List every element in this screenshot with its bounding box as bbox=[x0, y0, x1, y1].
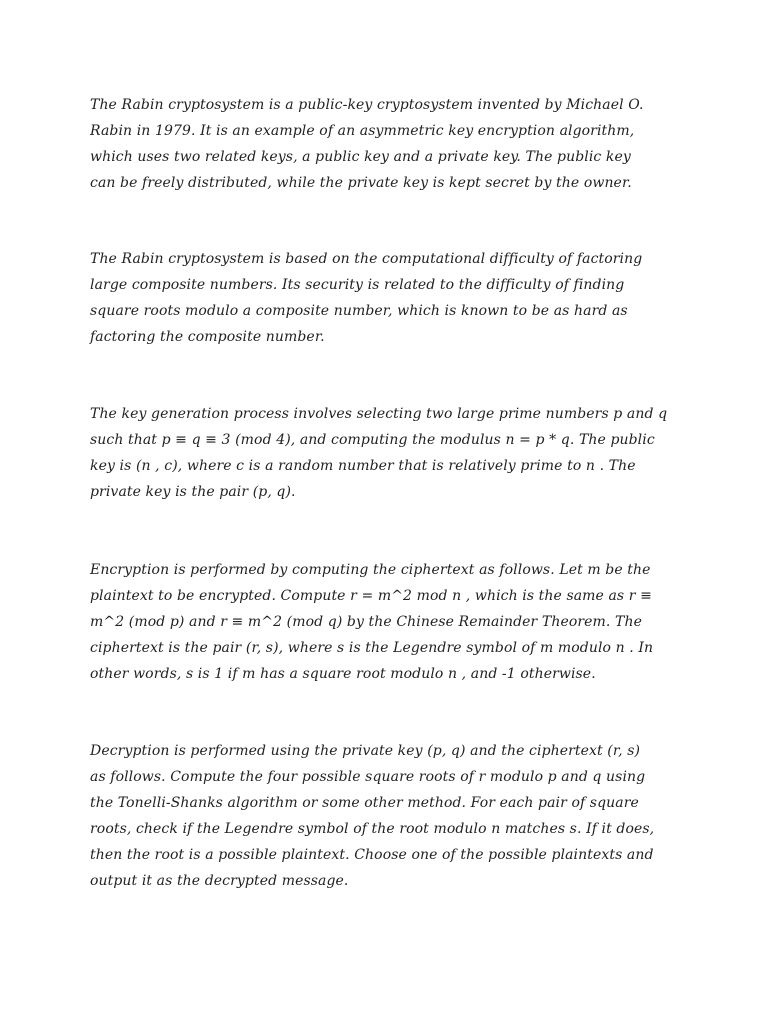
text-line: The Rabin cryptosystem is based on the computational difficulty of factoring bbox=[90, 251, 643, 267]
text-line: roots, check if the Legendre symbol of the root modulo n matches s. If it does, bbox=[90, 821, 655, 837]
text-line: factoring the composite number. bbox=[90, 329, 325, 345]
text-line: m^2 (mod p) and r ≡ m^2 (mod q) by the Chinese Remainder Theorem. The bbox=[90, 614, 642, 630]
text-line: plaintext to be encrypted. Compute r = m^2 mod n , which is the same as r ≡ bbox=[90, 588, 652, 604]
text-line: large composite numbers. Its security is related to the difficulty of finding bbox=[90, 277, 625, 293]
paragraph-introduction bbox=[90, 92, 690, 196]
text-line: Encryption is performed by computing the ciphertext as follows. Let m be the bbox=[90, 562, 651, 578]
text-line: square roots modulo a composite number, which is known to be as hard as bbox=[90, 303, 628, 319]
text-line: such that p ≡ q ≡ 3 (mod 4), and computing the modulus n = p * q. The public bbox=[90, 432, 655, 448]
text-line: key is (n , c), where c is a random number that is relatively prime to n . The bbox=[90, 458, 636, 474]
text-line: then the root is a possible plaintext. Choose one of the possible plaintexts and bbox=[90, 847, 654, 863]
paragraph-encryption bbox=[90, 557, 690, 687]
paragraph-security bbox=[90, 246, 690, 350]
text-line: as follows. Compute the four possible square roots of r modulo p and q using bbox=[90, 769, 646, 785]
text-line: output it as the decrypted message. bbox=[90, 873, 349, 889]
text-line: The Rabin cryptosystem is a public-key cryptosystem invented by Michael O. bbox=[90, 97, 644, 113]
text-line: can be freely distributed, while the private key is kept secret by the owner. bbox=[90, 175, 632, 191]
text-line: the Tonelli-Shanks algorithm or some other method. For each pair of square bbox=[90, 795, 639, 811]
text-line: other words, s is 1 if m has a square root modulo n , and -1 otherwise. bbox=[90, 666, 596, 682]
paragraph-decryption bbox=[90, 738, 690, 894]
text-line: The key generation process involves selecting two large prime numbers p and q bbox=[90, 406, 668, 422]
text-line: private key is the pair (p, q). bbox=[90, 484, 296, 500]
paragraph-key-generation bbox=[90, 401, 690, 505]
text-line: ciphertext is the pair (r, s), where s is the Legendre symbol of m modulo n . In bbox=[90, 640, 654, 656]
text-line: Decryption is performed using the private key (p, q) and the ciphertext (r, s) bbox=[90, 743, 641, 759]
text-line: which uses two related keys, a public key and a private key. The public key bbox=[90, 149, 631, 165]
text-line: Rabin in 1979. It is an example of an asymmetric key encryption algorithm, bbox=[90, 123, 635, 139]
